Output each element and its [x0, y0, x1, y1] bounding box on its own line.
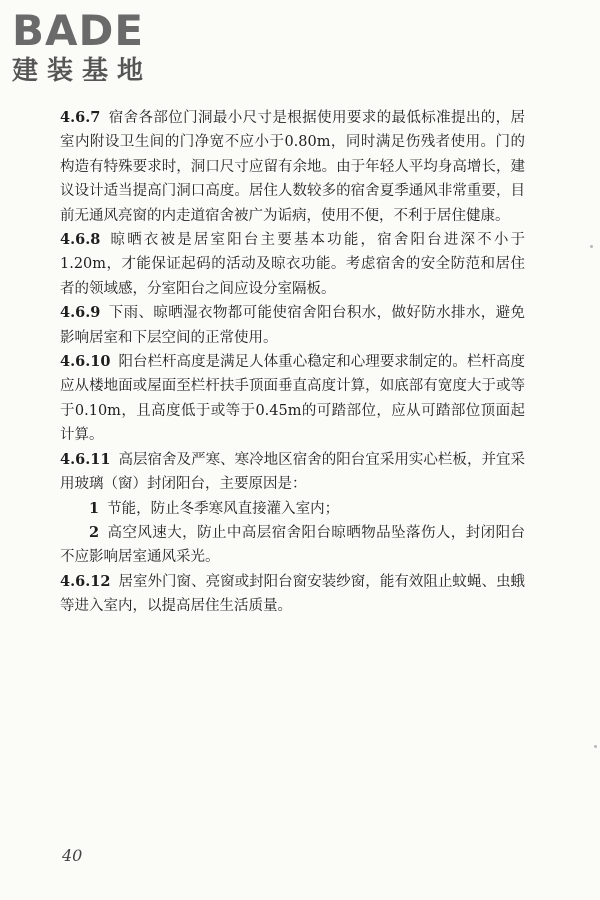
clause-number: 4.6.11 — [60, 450, 111, 468]
logo-subtitle: 建装基地 — [12, 56, 153, 86]
page-number: 40 — [62, 846, 83, 865]
item-text: 节能，防止冬季寒风直接灌入室内； — [107, 500, 340, 517]
clause-4-6-10 — [60, 350, 525, 448]
document-body — [60, 106, 525, 619]
logo-brand: BADE — [12, 6, 145, 55]
item-number: 1 — [89, 499, 100, 517]
clause-4-6-11-item-1 — [60, 497, 525, 521]
clause-4-6-11-item-2 — [60, 521, 525, 570]
clause-number: 4.6.8 — [60, 231, 101, 249]
scan-speck — [594, 745, 597, 748]
clause-4-6-8 — [60, 228, 525, 301]
scan-speck — [590, 245, 593, 248]
clause-number: 4.6.10 — [60, 353, 111, 371]
clause-4-6-11 — [60, 448, 525, 497]
clause-text: 晾晒衣被是居室阳台主要基本功能，宿舍阳台进深不小于1.20m，才能保证起码的活动及晾衣功能。考虑宿舍的安全防范和居住者的领域感，分室阳台之间应设分室隔板。 — [60, 232, 525, 297]
clause-text: 下雨、晾晒湿衣物都可能使宿舍阳台积水，做好防水排水，避免影响居室和下层空间的正常使用。 — [60, 305, 525, 346]
clause-number: 4.6.12 — [60, 572, 111, 590]
clause-text: 高层宿舍及严寒、寒冷地区宿舍的阳台宜采用实心栏板，并宜采用玻璃（窗）封闭阳台，主要原因是： — [60, 451, 525, 493]
item-text: 高空风速大，防止中高层宿舍阳台晾晒物品坠落伤人，封闭阳台不应影响居室通风采光。 — [60, 524, 525, 566]
clause-text: 居室外门窗、亮窗或封阳台窗安装纱窗，能有效阻止蚊蝇、虫蛾等进入室内，以提高居住生活质量。 — [60, 573, 525, 615]
clause-4-6-12 — [60, 570, 525, 619]
clause-number: 4.6.9 — [60, 304, 101, 322]
item-number: 2 — [89, 523, 100, 541]
clause-text: 阳台栏杆高度是满足人体重心稳定和心理要求制定的。栏杆高度应从楼地面或屋面至栏杆扶手顶面垂直高度计算，如底部有宽度大于或等于0.10m，且高度低于或等于0.45m的可踏部位，应从可踏部位顶面起计算。 — [60, 354, 525, 444]
bade-logo — [12, 8, 177, 88]
clause-4-6-9 — [60, 301, 525, 350]
clause-text: 宿舍各部位门洞最小尺寸是根据使用要求的最低标准提出的，居室内附设卫生间的门净宽不应小于0.80m，同时满足伤残者使用。门的构造有特殊要求时，洞口尺寸应留有余地。由于年轻人平均身高增长，建议设计适当提高门洞口高度。居住人数较多的宿舍夏季通风非常重要，目前无通风亮窗的内走道宿舍被广为诟病，使用不便，不利于居住健康。 — [60, 110, 525, 224]
clause-number: 4.6.7 — [60, 109, 101, 126]
clause-4-6-7 — [60, 106, 525, 228]
